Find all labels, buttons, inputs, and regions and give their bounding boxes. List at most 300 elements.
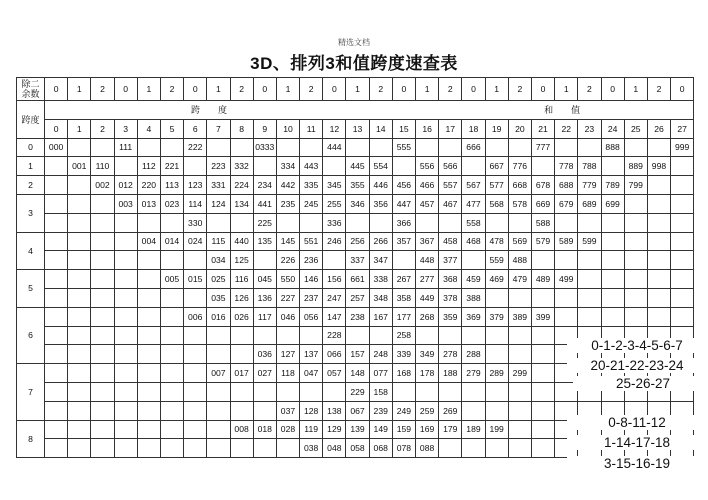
combo-cell <box>68 307 91 326</box>
combo-cell <box>578 138 601 157</box>
combo-cell <box>647 288 670 307</box>
combo-cell: 025 <box>207 270 230 289</box>
combo-cell <box>485 326 508 345</box>
combo-cell <box>68 270 91 289</box>
combo-cell: 278 <box>439 345 462 364</box>
combo-cell: 158 <box>369 382 392 401</box>
combo-cell <box>45 307 68 326</box>
combo-cell: 567 <box>462 176 485 195</box>
combo-cell <box>230 138 253 157</box>
combo-cell: 046 <box>276 307 299 326</box>
combo-cell <box>346 213 369 232</box>
combo-cell <box>45 439 68 458</box>
combo-cell <box>671 157 694 176</box>
combo-cell: 005 <box>160 270 183 289</box>
combo-cell: 776 <box>508 157 531 176</box>
sum-cell: 4 <box>137 119 160 138</box>
combo-cell: 237 <box>300 288 323 307</box>
remainder-cell: 2 <box>230 78 253 101</box>
combo-cell: 667 <box>485 157 508 176</box>
combo-cell: 248 <box>369 345 392 364</box>
combo-cell <box>184 288 207 307</box>
combo-cell <box>671 251 694 270</box>
combo-cell: 568 <box>485 194 508 213</box>
remainder-cell: 0 <box>253 78 276 101</box>
table-row <box>17 138 694 157</box>
combo-cell: 045 <box>253 270 276 289</box>
note-line-4: 0-8-11-12 <box>567 415 707 430</box>
combo-cell <box>160 364 183 383</box>
combo-cell <box>578 213 601 232</box>
header-sum-row <box>17 119 694 138</box>
combo-cell: 157 <box>346 345 369 364</box>
combo-cell: 666 <box>462 138 485 157</box>
combo-cell <box>184 326 207 345</box>
combo-cell: 235 <box>276 194 299 213</box>
combo-cell <box>671 194 694 213</box>
combo-cell <box>91 382 114 401</box>
combo-cell <box>68 420 91 439</box>
combo-cell <box>624 194 647 213</box>
combo-cell: 014 <box>160 232 183 251</box>
combo-cell <box>68 232 91 251</box>
combo-cell: 129 <box>323 420 346 439</box>
span-value-cell: 8 <box>17 420 45 458</box>
span-value-cell: 2 <box>17 176 45 195</box>
span-group-label: 跨 度 <box>45 101 370 120</box>
combo-cell: 679 <box>555 194 578 213</box>
remainder-cell: 2 <box>369 78 392 101</box>
sum-cell: 21 <box>531 119 554 138</box>
combo-cell: 555 <box>392 138 415 157</box>
combo-cell <box>68 138 91 157</box>
header-label-row <box>17 101 694 120</box>
combo-cell: 331 <box>207 176 230 195</box>
combo-cell <box>485 138 508 157</box>
combo-cell: 015 <box>184 270 207 289</box>
combo-cell <box>137 251 160 270</box>
combo-cell: 443 <box>300 157 323 176</box>
combo-cell: 689 <box>578 194 601 213</box>
combo-cell: 357 <box>392 232 415 251</box>
combo-cell <box>323 157 346 176</box>
combo-cell <box>45 194 68 213</box>
combo-cell: 346 <box>346 194 369 213</box>
combo-cell: 023 <box>160 194 183 213</box>
combo-cell <box>230 401 253 420</box>
combo-cell: 477 <box>462 194 485 213</box>
combo-cell <box>45 382 68 401</box>
combo-cell <box>671 176 694 195</box>
combo-cell <box>45 288 68 307</box>
combo-cell <box>91 420 114 439</box>
combo-cell: 559 <box>485 251 508 270</box>
combo-cell <box>462 439 485 458</box>
combo-cell: 588 <box>531 213 554 232</box>
combo-cell: 177 <box>392 307 415 326</box>
combo-cell <box>68 194 91 213</box>
combo-cell <box>671 270 694 289</box>
combo-cell <box>624 138 647 157</box>
combo-cell <box>68 401 91 420</box>
combo-cell <box>45 176 68 195</box>
combo-cell <box>555 213 578 232</box>
combo-cell <box>531 420 554 439</box>
combo-cell: 368 <box>439 270 462 289</box>
combo-cell <box>137 401 160 420</box>
remainder-cell: 1 <box>485 78 508 101</box>
table-row <box>17 307 694 326</box>
combo-cell: 589 <box>555 232 578 251</box>
combo-cell: 388 <box>462 288 485 307</box>
span-value-cell: 0 <box>17 138 45 157</box>
combo-cell: 229 <box>346 382 369 401</box>
combo-cell <box>91 232 114 251</box>
combo-cell: 467 <box>439 194 462 213</box>
sum-cell: 0 <box>45 119 68 138</box>
combo-cell: 557 <box>439 176 462 195</box>
remainder-cell: 2 <box>91 78 114 101</box>
corner-span-label: 跨度 <box>17 101 45 139</box>
combo-cell <box>137 288 160 307</box>
combo-cell: 013 <box>137 194 160 213</box>
sum-cell: 27 <box>671 119 694 138</box>
combo-cell: 138 <box>323 401 346 420</box>
combo-cell: 889 <box>624 157 647 176</box>
combo-cell <box>508 382 531 401</box>
sum-cell: 10 <box>276 119 299 138</box>
combo-cell <box>207 420 230 439</box>
combo-cell: 027 <box>253 364 276 383</box>
span-value-cell: 5 <box>17 270 45 308</box>
combo-cell: 355 <box>346 176 369 195</box>
combo-cell <box>91 138 114 157</box>
combo-cell: 0333 <box>253 138 276 157</box>
remainder-cell: 1 <box>68 78 91 101</box>
combo-cell: 267 <box>392 270 415 289</box>
combo-cell <box>68 326 91 345</box>
combo-cell <box>555 288 578 307</box>
combo-cell <box>253 382 276 401</box>
sum-cell: 8 <box>230 119 253 138</box>
remainder-cell: 0 <box>184 78 207 101</box>
combo-cell <box>508 401 531 420</box>
combo-cell: 057 <box>323 364 346 383</box>
combo-cell <box>45 364 68 383</box>
span-value-cell: 3 <box>17 194 45 232</box>
combo-cell <box>45 270 68 289</box>
combo-cell: 377 <box>439 251 462 270</box>
combo-cell <box>114 345 137 364</box>
combo-cell <box>253 401 276 420</box>
combo-cell: 367 <box>416 232 439 251</box>
combo-cell: 579 <box>531 232 554 251</box>
combo-cell <box>114 382 137 401</box>
remainder-cell: 0 <box>114 78 137 101</box>
combo-cell <box>671 213 694 232</box>
combo-cell <box>184 439 207 458</box>
note-line-3: 25-26-27 <box>573 376 708 391</box>
combo-cell <box>207 345 230 364</box>
sum-cell: 1 <box>68 119 91 138</box>
combo-cell: 488 <box>508 251 531 270</box>
combo-cell <box>207 213 230 232</box>
combo-cell: 332 <box>230 157 253 176</box>
combo-cell <box>508 138 531 157</box>
combo-cell: 457 <box>416 194 439 213</box>
combo-cell: 048 <box>323 439 346 458</box>
combo-cell <box>276 138 299 157</box>
combo-cell <box>45 213 68 232</box>
combo-cell <box>392 157 415 176</box>
table-row <box>17 157 694 176</box>
document-label: 精选文档 <box>338 38 370 47</box>
combo-cell: 078 <box>392 439 415 458</box>
combo-cell <box>647 270 670 289</box>
combo-cell: 227 <box>276 288 299 307</box>
combo-cell: 112 <box>137 157 160 176</box>
remainder-cell: 2 <box>160 78 183 101</box>
combo-cell <box>91 307 114 326</box>
combo-cell <box>114 326 137 345</box>
span-value-cell: 4 <box>17 232 45 270</box>
combo-cell: 114 <box>184 194 207 213</box>
combo-cell <box>137 345 160 364</box>
combo-cell: 017 <box>230 364 253 383</box>
combo-cell <box>300 138 323 157</box>
combo-cell: 446 <box>369 176 392 195</box>
combo-cell: 128 <box>300 401 323 420</box>
combo-cell: 012 <box>114 176 137 195</box>
table-row <box>17 251 694 270</box>
combo-cell: 269 <box>439 401 462 420</box>
combo-cell: 139 <box>346 420 369 439</box>
combo-cell <box>45 157 68 176</box>
combo-cell <box>160 213 183 232</box>
combo-cell <box>439 382 462 401</box>
combo-cell <box>624 288 647 307</box>
combo-cell <box>91 194 114 213</box>
combo-cell: 169 <box>416 420 439 439</box>
combo-cell: 345 <box>323 176 346 195</box>
combo-cell <box>416 326 439 345</box>
combo-cell: 234 <box>253 176 276 195</box>
combo-cell: 445 <box>346 157 369 176</box>
combo-cell <box>624 213 647 232</box>
combo-cell <box>578 307 601 326</box>
combo-cell: 004 <box>137 232 160 251</box>
sum-cell: 18 <box>462 119 485 138</box>
combo-cell: 016 <box>207 307 230 326</box>
combo-cell: 036 <box>253 345 276 364</box>
combo-cell <box>369 326 392 345</box>
combo-cell: 356 <box>369 194 392 213</box>
combo-cell <box>276 382 299 401</box>
combo-cell: 001 <box>68 157 91 176</box>
combo-cell <box>114 232 137 251</box>
combo-cell: 058 <box>346 439 369 458</box>
combo-cell: 246 <box>323 232 346 251</box>
combo-cell <box>160 401 183 420</box>
note-line-2: 20-21-22-23-24 <box>567 358 707 373</box>
combo-cell: 024 <box>184 232 207 251</box>
combo-cell: 038 <box>300 439 323 458</box>
combo-cell <box>45 326 68 345</box>
combo-cell: 441 <box>253 194 276 213</box>
combo-cell: 123 <box>184 176 207 195</box>
combo-cell <box>91 345 114 364</box>
combo-cell: 569 <box>508 232 531 251</box>
combo-cell <box>439 138 462 157</box>
combo-cell <box>531 288 554 307</box>
combo-cell: 111 <box>114 138 137 157</box>
combo-cell <box>439 326 462 345</box>
combo-cell: 778 <box>555 157 578 176</box>
remainder-cell: 2 <box>508 78 531 101</box>
combo-cell <box>91 401 114 420</box>
combo-cell: 168 <box>392 364 415 383</box>
combo-cell <box>346 326 369 345</box>
sum-cell: 19 <box>485 119 508 138</box>
combo-cell: 115 <box>207 232 230 251</box>
combo-cell <box>508 420 531 439</box>
combo-cell <box>555 138 578 157</box>
sum-cell: 17 <box>439 119 462 138</box>
combo-cell: 178 <box>416 364 439 383</box>
combo-cell: 018 <box>253 420 276 439</box>
combo-cell: 456 <box>392 176 415 195</box>
combo-cell: 335 <box>300 176 323 195</box>
combo-cell <box>137 364 160 383</box>
table-row <box>17 270 694 289</box>
combo-cell: 189 <box>462 420 485 439</box>
combo-cell <box>578 251 601 270</box>
combo-cell: 599 <box>578 232 601 251</box>
combo-cell <box>369 213 392 232</box>
combo-cell <box>485 288 508 307</box>
combo-cell <box>439 213 462 232</box>
sum-cell: 7 <box>207 119 230 138</box>
combo-cell: 110 <box>91 157 114 176</box>
combo-cell: 188 <box>439 364 462 383</box>
combo-cell <box>137 420 160 439</box>
sum-cell: 11 <box>300 119 323 138</box>
combo-cell <box>485 345 508 364</box>
combo-cell <box>462 157 485 176</box>
combo-cell: 146 <box>300 270 323 289</box>
combo-cell: 147 <box>323 307 346 326</box>
combo-cell <box>300 382 323 401</box>
span-value-cell: 7 <box>17 364 45 420</box>
combo-cell <box>45 345 68 364</box>
sum-cell: 25 <box>624 119 647 138</box>
combo-cell: 688 <box>555 176 578 195</box>
combo-cell: 068 <box>369 439 392 458</box>
combo-cell: 289 <box>485 364 508 383</box>
combo-cell: 379 <box>485 307 508 326</box>
combo-cell: 126 <box>230 288 253 307</box>
combo-cell <box>624 232 647 251</box>
combo-cell: 799 <box>624 176 647 195</box>
combo-cell: 088 <box>416 439 439 458</box>
page-title: 3D、排列3和值跨度速查表 <box>250 54 458 73</box>
combo-cell <box>346 138 369 157</box>
combo-cell: 554 <box>369 157 392 176</box>
combo-cell <box>531 364 554 383</box>
combo-cell: 268 <box>416 307 439 326</box>
combo-cell: 442 <box>276 176 299 195</box>
sum-cell: 20 <box>508 119 531 138</box>
combo-cell: 135 <box>253 232 276 251</box>
combo-cell <box>68 176 91 195</box>
combo-cell: 222 <box>184 138 207 157</box>
combo-cell <box>439 439 462 458</box>
combo-cell <box>601 251 624 270</box>
combo-cell <box>392 382 415 401</box>
combo-cell <box>207 138 230 157</box>
combo-cell <box>160 307 183 326</box>
combo-cell <box>462 326 485 345</box>
combo-cell: 008 <box>230 420 253 439</box>
combo-cell: 035 <box>207 288 230 307</box>
note-line-6: 3-15-16-19 <box>567 456 707 471</box>
combo-cell <box>230 382 253 401</box>
combo-cell: 047 <box>300 364 323 383</box>
combo-cell: 389 <box>508 307 531 326</box>
combo-cell: 249 <box>392 401 415 420</box>
combo-cell: 468 <box>462 232 485 251</box>
sum-cell: 24 <box>601 119 624 138</box>
span-value-cell: 6 <box>17 307 45 363</box>
combo-cell: 224 <box>230 176 253 195</box>
combo-cell <box>647 213 670 232</box>
combo-cell <box>671 232 694 251</box>
sum-cell: 16 <box>416 119 439 138</box>
table-row <box>17 213 694 232</box>
combo-cell <box>114 213 137 232</box>
combo-cell: 458 <box>439 232 462 251</box>
combo-cell: 228 <box>323 326 346 345</box>
combo-cell: 998 <box>647 157 670 176</box>
combo-cell: 256 <box>346 232 369 251</box>
combo-cell: 348 <box>369 288 392 307</box>
lookup-table <box>16 77 694 458</box>
sum-cell: 3 <box>114 119 137 138</box>
combo-cell <box>555 307 578 326</box>
combo-cell <box>207 382 230 401</box>
sum-cell: 2 <box>91 119 114 138</box>
combo-cell: 056 <box>300 307 323 326</box>
combo-cell: 479 <box>508 270 531 289</box>
combo-cell: 007 <box>207 364 230 383</box>
combo-cell: 223 <box>207 157 230 176</box>
combo-cell: 299 <box>508 364 531 383</box>
combo-cell <box>531 382 554 401</box>
combo-cell: 221 <box>160 157 183 176</box>
combo-cell <box>207 326 230 345</box>
combo-cell: 334 <box>276 157 299 176</box>
table-row <box>17 288 694 307</box>
sum-cell: 22 <box>555 119 578 138</box>
note-line-5: 1-14-17-18 <box>567 435 707 450</box>
combo-cell <box>184 364 207 383</box>
combo-cell <box>137 138 160 157</box>
combo-cell <box>68 439 91 458</box>
combo-cell <box>323 382 346 401</box>
remainder-cell: 0 <box>601 78 624 101</box>
remainder-cell: 1 <box>624 78 647 101</box>
remainder-cell: 1 <box>137 78 160 101</box>
